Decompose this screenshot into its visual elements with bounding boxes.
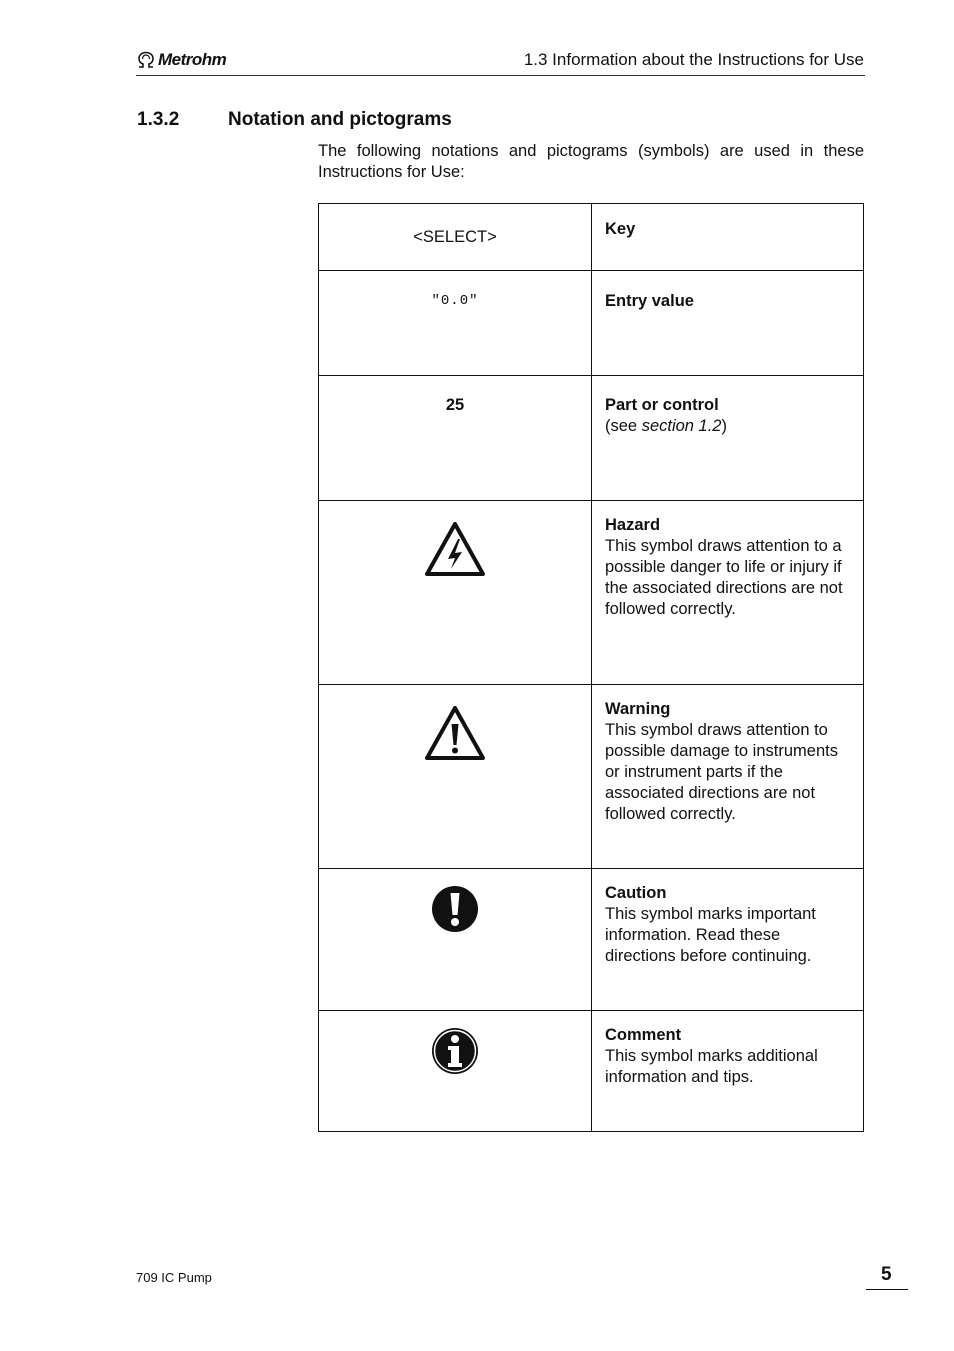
section-number: 1.3.2 — [137, 109, 180, 130]
description-cell — [592, 204, 864, 271]
table-row — [319, 1011, 864, 1132]
symbol-cell — [319, 869, 592, 1011]
row-title: Key — [605, 220, 636, 238]
notation-table — [318, 203, 864, 1132]
symbol-cell — [319, 685, 592, 869]
description-cell — [592, 685, 864, 869]
description-cell — [592, 869, 864, 1011]
section-reference: section 1.2 — [641, 417, 722, 435]
page-header — [136, 48, 864, 74]
row-text-pre: (see — [605, 417, 642, 435]
caution-exclamation-circle-icon — [431, 885, 479, 933]
row-title: Warning — [605, 700, 671, 718]
symbol-cell: 25 — [319, 376, 592, 501]
row-title: Comment — [605, 1026, 682, 1044]
symbol-cell — [319, 1011, 592, 1132]
row-title: Entry value — [605, 292, 694, 310]
section-title: Notation and pictograms — [228, 109, 452, 130]
table-row — [319, 501, 864, 685]
header-divider — [136, 75, 865, 76]
table-row — [319, 271, 864, 376]
page-number-rule — [866, 1289, 908, 1290]
description-cell — [592, 271, 864, 376]
description-cell — [592, 1011, 864, 1132]
row-text — [605, 417, 727, 435]
table-row — [319, 869, 864, 1011]
description-cell — [592, 501, 864, 685]
omega-logo-icon — [136, 51, 156, 69]
brand-name: Metrohm — [158, 50, 227, 69]
row-title: Caution — [605, 884, 667, 902]
row-text: This symbol marks important information. Read these directions before continuing. — [605, 905, 816, 965]
row-text-post: ) — [721, 417, 727, 435]
row-text: This symbol marks additional information and tips. — [605, 1047, 818, 1086]
info-circle-icon — [431, 1027, 479, 1075]
footer-product: 709 IC Pump — [136, 1270, 212, 1285]
page-number: 5 — [881, 1264, 892, 1285]
symbol-cell: <SELECT> — [319, 204, 592, 271]
symbol-cell: "0.0" — [319, 271, 592, 376]
intro-paragraph: The following notations and pictograms (symbols) are used in these Instructions for Use: — [318, 142, 864, 181]
description-cell — [592, 376, 864, 501]
warning-exclamation-triangle-icon — [424, 705, 486, 761]
table-row — [319, 685, 864, 869]
running-header-title: 1.3 Information about the Instructions for Use — [523, 50, 864, 69]
row-text: This symbol draws attention to possible damage to instruments or instrument parts if the associated directions are not followed correctly. — [605, 721, 838, 823]
table-row — [319, 376, 864, 501]
symbol-cell — [319, 501, 592, 685]
row-title: Hazard — [605, 516, 661, 534]
row-title: Part or control — [605, 396, 719, 414]
row-text: This symbol draws attention to a possible danger to life or injury if the associated directions are not followed correctly. — [605, 537, 843, 618]
brand-logo — [136, 50, 226, 70]
hazard-lightning-triangle-icon — [424, 521, 486, 577]
table-row — [319, 204, 864, 271]
